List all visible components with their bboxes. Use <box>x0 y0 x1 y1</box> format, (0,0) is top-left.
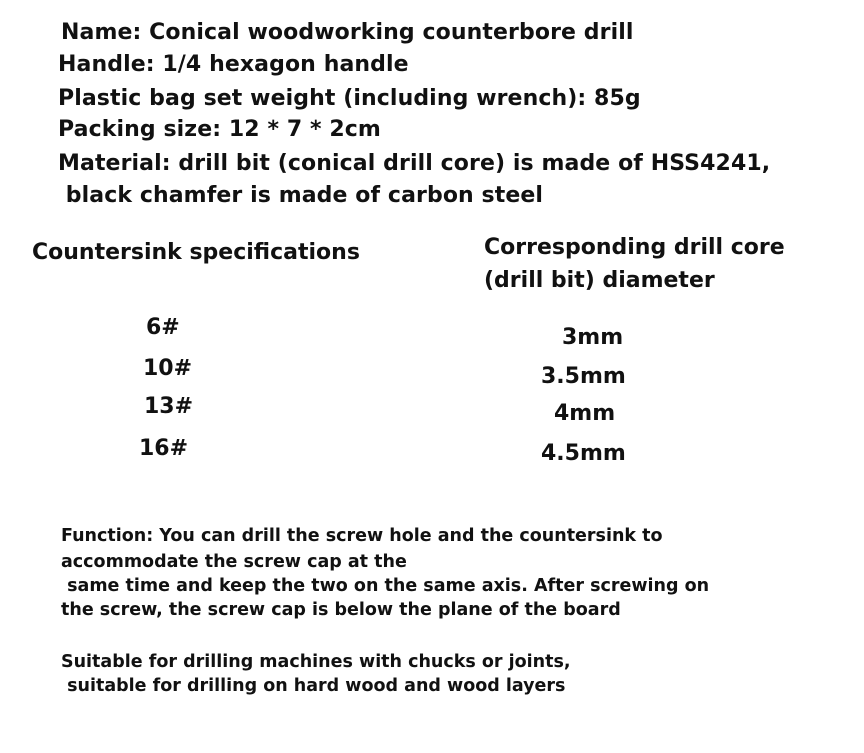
countersink-spec-header: Countersink specifications <box>32 240 360 265</box>
weight-spec: Plastic bag set weight (including wrench): 85g <box>58 86 641 111</box>
material-spec-line1: Material: drill bit (conical drill core) is made of HSS4241, <box>58 151 771 176</box>
function-text-line4: the screw, the screw cap is below the plane of the board <box>61 600 621 620</box>
spec-cell: 13# <box>144 394 194 419</box>
spec-cell: 16# <box>139 436 189 461</box>
spec-cell: 6# <box>146 315 180 340</box>
function-text-line2: accommodate the screw cap at the <box>61 552 407 572</box>
drill-core-header-line1: Corresponding drill core <box>484 235 785 260</box>
handle-spec: Handle: 1/4 hexagon handle <box>58 52 409 77</box>
function-text-line3: same time and keep the two on the same axis. After screwing on <box>61 576 710 596</box>
product-name: Name: Conical woodworking counterbore drill <box>61 20 634 45</box>
material-spec-line2: black chamfer is made of carbon steel <box>58 183 544 208</box>
diameter-cell: 3mm <box>562 325 624 350</box>
diameter-cell: 3.5mm <box>541 364 626 389</box>
suitable-text-line2: suitable for drilling on hard wood and wood layers <box>61 676 566 696</box>
packing-spec: Packing size: 12 * 7 * 2cm <box>58 117 381 142</box>
diameter-cell: 4mm <box>554 401 616 426</box>
suitable-text-line1: Suitable for drilling machines with chucks or joints, <box>61 652 571 672</box>
drill-core-header-line2: (drill bit) diameter <box>484 268 715 293</box>
diameter-cell: 4.5mm <box>541 441 626 466</box>
function-text-line1: Function: You can drill the screw hole and the countersink to <box>61 526 663 546</box>
spec-cell: 10# <box>143 356 193 381</box>
